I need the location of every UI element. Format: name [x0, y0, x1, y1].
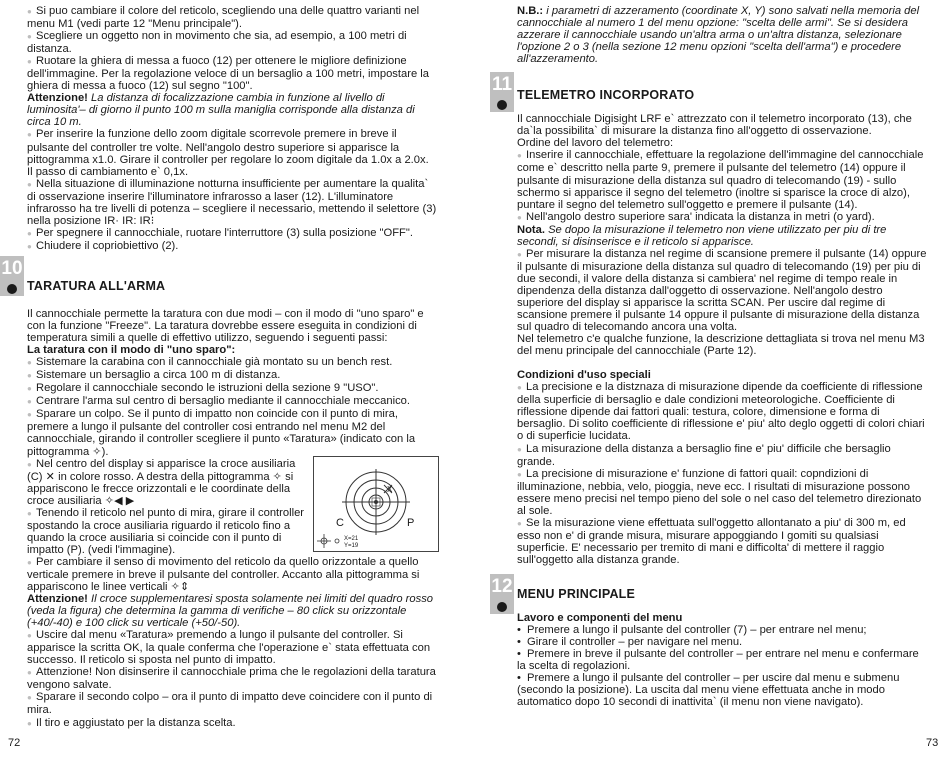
bullet-icon: ●	[27, 32, 32, 42]
step: ● Tenendo il reticolo nel punto di mira, girare il controller spostando la croce ausiliaria riguardo il reticolo fino a quando la croce ausiliaria si coincide con il punto di impatto (P). (vedi l'immagine).	[27, 506, 305, 556]
nota-note: Nota. Se dopo la misurazione il telemetro non viene utilizzato per piu di tre secondi, si disinserisce e il reticolo si apparisce.	[517, 223, 887, 248]
bullet-icon: ●	[27, 241, 32, 251]
step: ● Il tiro e aggiustato per la distanza scelta.	[27, 716, 236, 729]
bullet-icon: ●	[27, 631, 32, 641]
bullet-icon: ●	[27, 508, 32, 518]
step: ● Per cambiare il senso di movimento del reticolo da quello orizzontale a quello verticale premere in breve il pulsante del controller. Accanto alla pittogramma si appariscono le linee verticali ✧⇕	[27, 555, 420, 594]
bullet-icon: ●	[517, 249, 522, 259]
zeroing-figure	[313, 456, 439, 552]
section-dot-icon	[497, 602, 507, 612]
bullet-icon: •	[517, 672, 521, 685]
step: ● Centrare l'arma sul centro di bersaglio mediante il cannocchiale meccanico.	[27, 395, 410, 408]
bullet-icon: ●	[27, 397, 32, 407]
bullet-icon: ●	[27, 57, 32, 67]
bullet-icon: •	[517, 648, 521, 661]
nb-note: N.B.: i parametri di azzeramento (coordinate X, Y) sono salvati nella memoria del cannocchiale al numero 1 del menu opzione: "scelta delle armi". Se si desidera azzerare il cannocchiale usando un'altra arma o un'altra distanza, selezionare l'opzione 2 o 3 (nella sezione 12 menu opzioni "scelta dell'arma") e procedere all'azzeramento.	[517, 5, 920, 66]
cross-label-x: X	[387, 485, 393, 494]
bullet-icon: •	[517, 624, 521, 637]
impact-label-p: P	[407, 517, 415, 529]
condition: ● La precisione e la distznaza di misurazione dipende da coefficiente di riflessione della superficie di bersaglio e dale condizioni meteorologiche. Coefficiente di riflessione dipende dai fattori quali: testura, colore, dimensione e forma di bersaglio. Di solito coefficiente di riflessione e' piu' alto deglo oggetti di colori chiari o di superficie lucidata.	[517, 381, 925, 443]
step: ● Sistemare un bersaglio a circa 100 m di distanza.	[27, 369, 281, 382]
paragraph: ● Per spegnere il cannocchiale, ruotare l'interruttore (3) sulla posizione "OFF".	[27, 226, 413, 239]
page-number-right: 73	[926, 737, 939, 749]
menu-item: • Premere a lungo il pulsante del controller (7) – per entrare nel menu;	[517, 624, 867, 637]
step: ● Per misurare la distanza nel regime di scansione premere il pulsante (14) oppure il pulsante di misurazione della distanza sul quadro di telecomando (19) per piu di due secondi, il valore della distanza si cambiera' nel regime di tempo reale in dipendenza della distanza dall'oggetto di osservazione. Nell'angolo destro superiore del display si apparisce la scritta SCAN. Per uscire dal regime di scansione premere il pulsante 14 oppure il pulsante di misurazione della distanza sul quadro di telecomando ancora una volta.	[517, 247, 927, 334]
menu-item: • Girare il controller – per navigare nel menu.	[517, 636, 743, 649]
bullet-icon: ●	[27, 179, 32, 189]
page-number-left: 72	[8, 737, 21, 749]
condition: ● La misurazione della distanza a bersaglio fine e' piu' difficile che bersaglio grande.	[517, 442, 891, 468]
step: ● Regolare il cannocchiale secondo le istruzioni della sezione 9 "USO".	[27, 382, 379, 395]
impact-label-c: C	[336, 517, 344, 529]
paragraph: Nel telemetro c'e qualche funzione, la descrizione dettagliata si trova nel menu M3 del menu principale del cannocchiale (Parte 12).	[517, 333, 925, 358]
bullet-icon: ●	[27, 459, 32, 469]
section-tab-12: 12	[490, 574, 514, 614]
bullet-icon: ●	[27, 384, 32, 394]
bullet-icon: ●	[27, 371, 32, 381]
section-dot-icon	[7, 284, 17, 294]
bullet-icon: ●	[517, 518, 522, 528]
bullet-icon: •	[517, 636, 521, 649]
subheading: La taratura con il modo di "uno sparo":	[27, 344, 236, 357]
paragraph: ● Ruotare la ghiera di messa a fuoco (12) per ottenere le migliore definizione dell'immagine. Per la regolazione veloce di un bersaglio a 100 metri, impostare la ghiera di messa a fuoco (12) sul segno "100".	[27, 55, 429, 93]
coords-y: Y=19	[344, 543, 359, 549]
bullet-icon: ●	[27, 228, 32, 238]
paragraph: ● Nella situazione di illuminazione notturna insufficiente per aumentare la qualita` di osservazione inserire l'illuminatore infrarosso a laser (12). L'illuminatore infrarosso ha tre livelli di potenza – scegliere il necessario, mettendo il selettore (3) nella posizione IR· IR: IR⁝	[27, 177, 437, 227]
bullet-icon: ●	[27, 358, 32, 368]
bullet-icon: ●	[517, 444, 522, 454]
step: ● Uscire dal menu «Taratura» premendo a lungo il pulsante del controller. Si apparisce la scritta OK, la quale conferma che l'operazione e` stata effettuata con successo. Il reticolo si sposta nel punto di impatto.	[27, 629, 431, 667]
step: ● Sistemare la carabina con il cannocchiale già montato su un bench rest.	[27, 356, 393, 369]
right-page-column	[517, 5, 927, 708]
reticle-diagram	[314, 457, 438, 551]
condition: ● La precisione di misurazione e' funzione di fattori quail: copndizioni di illuminazione, nebbia, velo, pioggia, neve ecc. I risultati di misurazione possono essere meno precisi nel tempo pieno del sole o nel caso del telemetro direzionato al sole.	[517, 467, 922, 517]
step: ● Sparare il secondo colpo – ora il punto di impatto deve coincidere con il punto di mira.	[27, 691, 433, 717]
attention-note: Attenzione! La distanza di focalizzazione cambia in funzione al livello di luminosita'– di giorno il punto 100 m sulla maniglia corrisponde alla distanza di circa 10 m.	[27, 92, 415, 129]
step: ● Inserire il cannocchiale, effettuare la regolazione dell'immagine del cannocchiale come e` descritto nella parte 9, premere il pulsante del telemetro (14) oppure il pulsante di misurazione della distanza sul quadro di telecomando (19) - sullo schermo si apparisce il segno del telemetro (inoltre si sparisce la croce di alzo), puntare il segno del telemetro sull'oggetto e premere il pulsante (14).	[517, 149, 924, 211]
section-title: MENU PRINCIPALE	[517, 586, 636, 601]
condition: ● Se la misurazione viene effettuata sull'oggetto allontanato a piu' di 300 m, ed esso non e' di grande misura, misurare appoggiando I gomiti su qualsiasi superficie. E' necessario per tremito di mani e difficolta' di mettere il raggio sull'oggetto alla distanza grande.	[517, 516, 906, 566]
menu-item: • Premere a lungo il pulsante del controller – per uscire dal menu e submenu (secondo la posizione). La uscita dal menu viene effettuata anche in modo automatico dopo 10 secondi di inattivita` (il menu non viene navigato).	[517, 672, 900, 709]
paragraph: ● Per inserire la funzione dello zoom digitale scorrevole premere in breve il pulsante del controller tre volte. Nell'angolo destro superiore si apparisce la pittogramma x1.0. Girare il controller per regolare lo zoom digitale da 1.0x a 2.0x. Il passo di cambiamento e` 0,1x.	[27, 128, 429, 178]
step: ● Attenzione! Non disinserire il cannocchiale prima che le regolazioni della taratura vengono salvate.	[27, 666, 436, 692]
bullet-icon: ●	[27, 693, 32, 703]
coords-x: X=21	[344, 536, 359, 542]
bullet-icon: ●	[27, 718, 32, 728]
paragraph: Il cannocchiale Digisight LRF e` attrezzato con il telemetro incorporato (13), che da`la possibilita` di misurare la distanza fino all'oggetto di osservazione.	[517, 113, 912, 138]
subheading: Condizioni d'uso speciali	[517, 369, 651, 382]
section-tab-11: 11	[490, 72, 514, 112]
step: ● Nel centro del display si apparisce la croce ausiliaria (C) ✕ in colore rosso. A destra della pittogramma ✧ si appariscono le frecce orizzontali e le coordinate della croce ausiliaria ✧◀ ▶	[27, 457, 296, 507]
paragraph: ● Scegliere un oggetto non in movimento che sia, ad esempio, a 100 metri di distanza.	[27, 30, 407, 56]
bullet-icon: ●	[27, 668, 32, 678]
bullet-icon: ●	[517, 383, 522, 393]
section-dot-icon	[497, 100, 507, 110]
bullet-icon: ●	[517, 469, 522, 479]
bullet-icon: ●	[27, 7, 32, 16]
section-title: TARATURA ALL'ARMA	[27, 278, 166, 293]
paragraph: ● Chiudere il copriobiettivo (2).	[27, 239, 179, 252]
bullet-icon: ●	[27, 557, 32, 567]
bullet-icon: ●	[27, 410, 32, 420]
step: ● Sparare un colpo. Se il punto di impatto non coincide con il punto di mira, premere a lungo il pulsante del controller cosi entrando nel menu M2 del cannocchiale, girando il controller scegliere il punto «Taratura» (indicato con la pittogramma ✧).	[27, 408, 416, 458]
paragraph: ● Si puo cambiare il colore del reticolo, scegliendo una delle quattro varianti nel menu M1 (vedi parte 12 "Menu principale").	[27, 5, 420, 31]
section-tab-10: 10	[0, 256, 24, 296]
subheading: Lavoro e componenti del menu	[517, 612, 683, 625]
paragraph: Il cannocchiale permette la taratura con due modi – con il modo di "uno sparo" e con la funzione "Freeze". La taratura dovrebbe essere eseguita in condizioni di temperatura simili a quelle di effettivo utilizzo, seguendo i seguenti passi:	[27, 307, 424, 345]
bullet-icon: ●	[27, 130, 32, 140]
bullet-icon: ●	[517, 212, 522, 222]
paragraph: Ordine del lavoro del telemetro:	[517, 137, 674, 150]
section-title: TELEMETRO INCORPORATO	[517, 88, 695, 103]
left-page-column	[27, 5, 437, 730]
step: ● Nell'angolo destro superiore sara' indicata la distanza in metri (o yard).	[517, 210, 875, 223]
bullet-icon: ●	[517, 151, 522, 161]
menu-item: • Premere in breve il pulsante del controller – per entrare nel menu e confermare la scelta di regolazioni.	[517, 648, 919, 673]
attention-note: Attenzione! Il croce supplementaresi sposta solamente nei limiti del quadro rosso (veda la figura) che determina la gamma di verifiche – 80 click su orizzontale (+40/-40) e 100 click su verticale (+50/-50).	[27, 593, 434, 630]
